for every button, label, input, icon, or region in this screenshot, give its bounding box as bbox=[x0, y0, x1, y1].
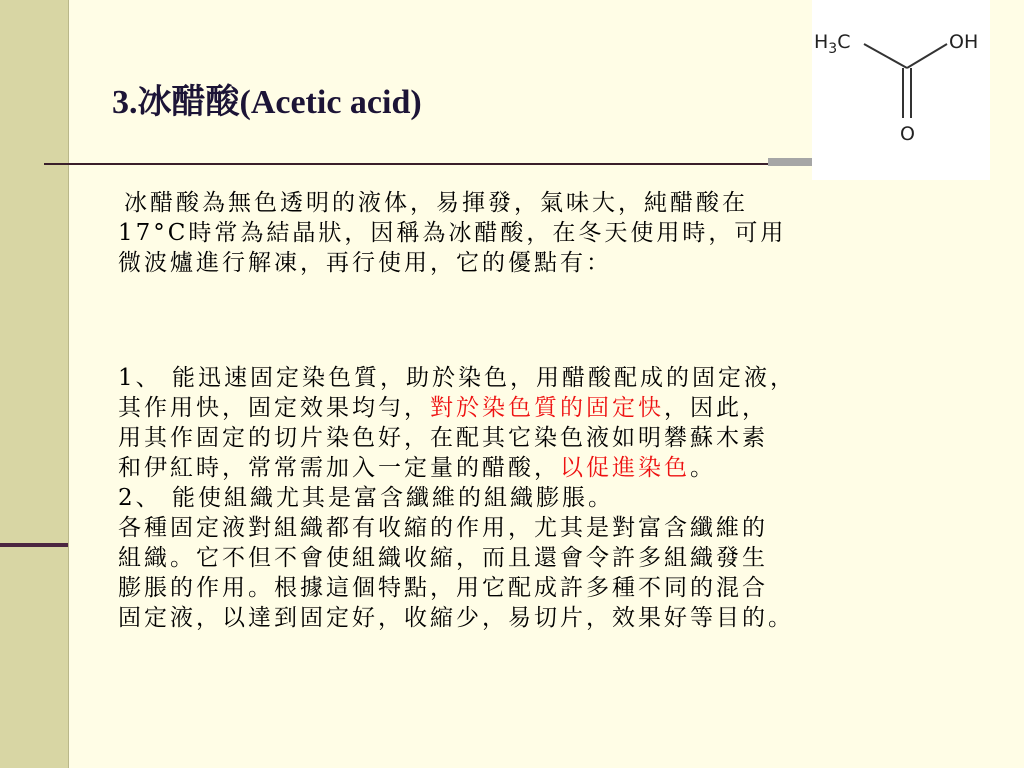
point1-highlight-fixation: 對於染色質的固定快 bbox=[430, 395, 664, 421]
point1-line-4-text-b: 。 bbox=[690, 455, 716, 481]
intro-line-1: 冰醋酸為無色透明的液体，易揮發，氣味大，純醋酸在 bbox=[124, 190, 748, 216]
intro-paragraph bbox=[118, 188, 993, 278]
left-accent-rule bbox=[0, 543, 68, 547]
acetic-acid-structure-diagram bbox=[812, 0, 990, 180]
acetic-acid-structure-image bbox=[812, 0, 990, 180]
point1-line-2 bbox=[118, 393, 993, 423]
slide-title: 3.冰醋酸(Acetic acid) bbox=[112, 84, 422, 121]
intro-line-3: 微波爐進行解凍，再行使用，它的優點有： bbox=[118, 250, 612, 276]
left-decor-band bbox=[0, 0, 69, 768]
rule-grey-tab bbox=[768, 158, 816, 166]
point1-line-1: 1、 能迅速固定染色質，助於染色，用醋酸配成的固定液， bbox=[118, 365, 796, 391]
point2-line-1: 2、 能使組織尤其是富含纖維的組織膨脹。 bbox=[118, 485, 614, 511]
point2-line-3: 組織。它不但不會使組織收縮，而且還會令許多組織發生 bbox=[118, 545, 768, 571]
point1-line-4-text-a: 和伊紅時，常常需加入一定量的醋酸， bbox=[118, 455, 560, 481]
advantages-list bbox=[118, 363, 993, 633]
hydroxyl-label: OH bbox=[949, 31, 979, 53]
point1-line-2-text-b: ，因此， bbox=[664, 395, 768, 421]
point1-line-4 bbox=[118, 453, 993, 483]
point1-line-2-text-a: 其作用快，固定效果均勻， bbox=[118, 395, 430, 421]
point2-line-4: 膨脹的作用。根據這個特點，用它配成許多種不同的混合 bbox=[118, 575, 768, 601]
bond-methyl-carbon bbox=[864, 44, 907, 68]
point1-line-3: 用其作固定的切片染色好，在配其它染色液如明礬蘇木素 bbox=[118, 425, 768, 451]
bond-carbon-hydroxyl bbox=[907, 44, 947, 68]
point2-line-5: 固定液，以達到固定好，收縮少，易切片，效果好等目的。 bbox=[118, 605, 794, 631]
methyl-label: $H_3C$ bbox=[814, 31, 851, 57]
point2-line-2: 各種固定液對組織都有收縮的作用，尤其是對富含纖維的 bbox=[118, 515, 768, 541]
point1-highlight-staining: 以促進染色 bbox=[560, 455, 690, 481]
intro-line-2: 17°C時常為結晶狀，因稱為冰醋酸，在冬天使用時，可用 bbox=[118, 220, 787, 246]
carbonyl-oxygen-label: O bbox=[900, 123, 915, 145]
title-underline-rule bbox=[44, 163, 814, 165]
